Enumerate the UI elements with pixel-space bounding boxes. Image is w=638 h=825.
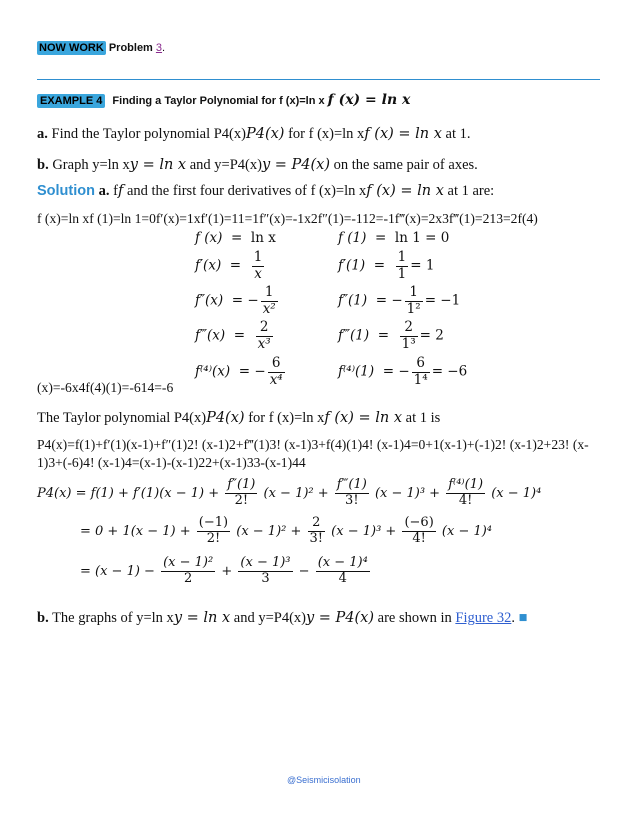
example-title: Finding a Taylor Polynomial for f (x)=ln x bbox=[112, 95, 325, 107]
now-work-label: Problem bbox=[108, 42, 153, 54]
taylor-intro: The Taylor polynomial P4(x)P4(x) for f (x)=ln xf (x) = ln x at 1 is bbox=[37, 410, 441, 426]
derivative-row: f⁽⁴⁾(x) = − $\frac{6}{\text{x⁴}}$ f⁽⁴⁾(1) = − $\frac{6}{\text{1⁴}}$ = −6 bbox=[195, 355, 468, 388]
now-work-badge: NOW WORK bbox=[39, 42, 104, 54]
end-of-example-icon: ■ bbox=[518, 610, 528, 626]
now-work-line: NOW WORK Problem 3. bbox=[39, 42, 166, 54]
derivative-row: f (x) = ln x f (1) = ln 1 = 0 bbox=[195, 230, 450, 246]
derivative-text: f (x)=ln xf (1)=ln 1=0f′(x)=1xf′(1)=11=1f″(x)=-1x2f″(1)=-112=-1f‴(x)=2x3f‴(1)=213=2f(4) bbox=[37, 211, 538, 226]
taylor-text: P4(x)=f(1)+f′(1)(x-1)+f″(1)2! (x-1)2+f‴(1)3! (x-1)3+f(4)(1)4! (x-1)4=0+1(x-1)+(-1)2! (x-1)2+23! (x-1)3+(-6)4! (x-1)4=(x-1)-(x-1)22+(x-1)33-(x-1)44 bbox=[37, 437, 589, 470]
derivative-row: f′(x) = $\frac{1}{x}$ f′(1) = $\frac{1}{1}$ = 1 bbox=[195, 249, 435, 282]
example-heading bbox=[37, 92, 410, 108]
part-a-math-1: P4(x) bbox=[245, 126, 285, 142]
derivative-text-cont: (x)=-6x4f(4)(1)=-614=-6 bbox=[37, 380, 174, 395]
example-math: f (x) = ln x bbox=[327, 92, 411, 108]
figure-32-link[interactable]: Figure 32 bbox=[455, 610, 512, 626]
part-b-answer: b. The graphs of y=ln xy = ln x and y=P4(x)y = P4(x) are shown in Figure 32. ■ bbox=[37, 610, 528, 626]
taylor-eq-line-3: = (x − 1) − $\frac{\text{(x − 1)²}}{2}$ + $\frac{\text{(x − 1)³}}{3}$ − $\frac{\text{(x − 1)⁴}}{4}$ bbox=[80, 555, 368, 586]
part-a-line: a. Find the Taylor polynomial P4(x)P4(x) for f (x)=ln xf (x) = ln x at 1. bbox=[37, 126, 471, 142]
example-badge: EXAMPLE 4 bbox=[37, 94, 105, 108]
taylor-eq-line-2: = 0 + 1(x − 1) + $\frac{(-1)}{2!}$ (x − 1)² + $\frac{2}{3!}$ (x − 1)³ + $\frac{(-6)}{4!}$ (x − 1)⁴ bbox=[80, 515, 493, 546]
taylor-eq-line-1: P4(x) = f(1) + f′(1)(x − 1) + $\frac{f''(1)}{2!}$ (x − 1)² + $\frac{f‴(1)}{3!}$ (x − 1)³ + $\frac{\text{f⁽⁴⁾(1)}}{4!}$ (x − 1)⁴ bbox=[37, 477, 542, 508]
part-b-math-1: y = ln x bbox=[129, 157, 187, 173]
solution-line: Solution a. ff and the first four derivatives of f (x)=ln xf (x) = ln x at 1 are: bbox=[37, 183, 495, 199]
part-a-math-2: f (x) = ln x bbox=[364, 126, 442, 142]
derivative-row: f″(x) = − $\frac{1}{\text{x²}}$ f″(1) = − $\frac{1}{\text{1²}}$ = −1 bbox=[195, 284, 461, 317]
problem-link[interactable]: 3 bbox=[155, 42, 163, 54]
section-divider bbox=[37, 79, 600, 80]
part-b-math-2: y = P4(x) bbox=[261, 157, 330, 173]
watermark: @Seismicisolation bbox=[287, 775, 361, 785]
part-b-line: b. Graph y=ln xy = ln x and y=P4(x)y = P4(x) on the same pair of axes. bbox=[37, 157, 478, 173]
derivative-row: f‴(x) = $\frac{2}{\text{x³}}$ f‴(1) = $\frac{2}{\text{1³}}$ = 2 bbox=[195, 319, 444, 352]
solution-label: Solution bbox=[37, 183, 95, 199]
